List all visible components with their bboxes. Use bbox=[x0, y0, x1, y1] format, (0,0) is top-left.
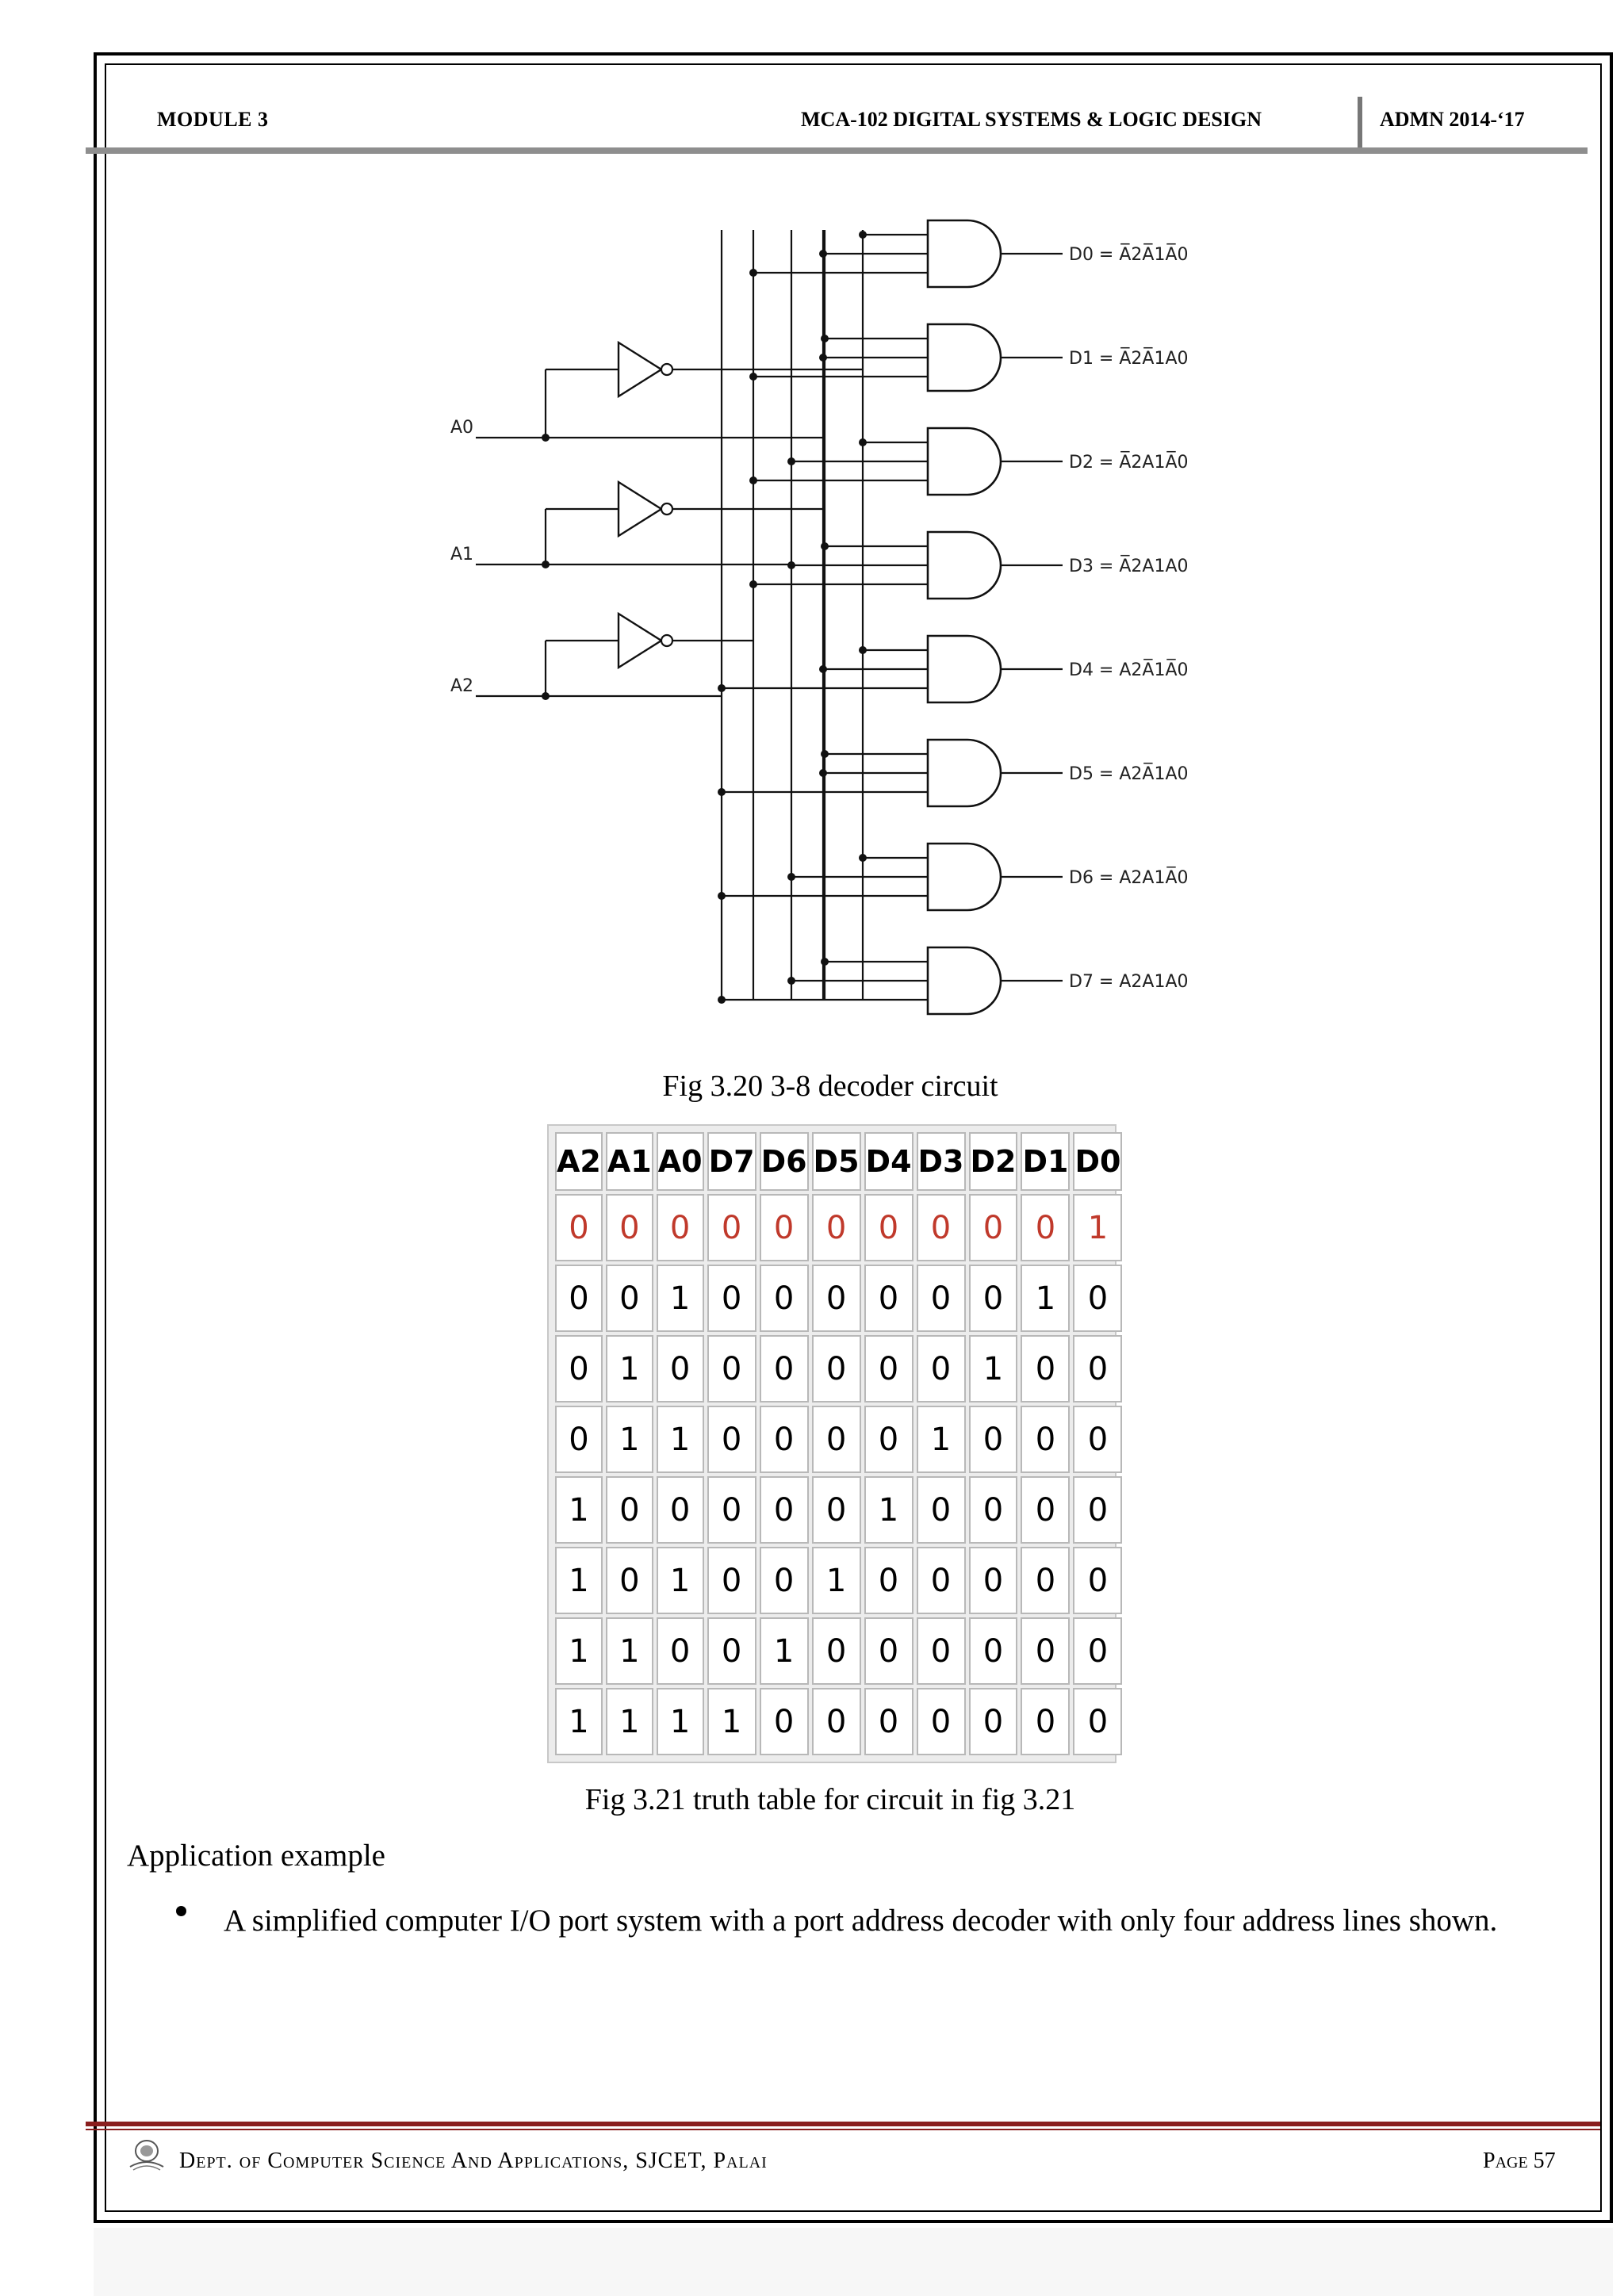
table-cell: 0 bbox=[1021, 1617, 1070, 1685]
table-cell: 0 bbox=[606, 1265, 653, 1332]
table-cell: 0 bbox=[657, 1617, 704, 1685]
table-cell: 0 bbox=[917, 1194, 966, 1261]
table-cell: 0 bbox=[864, 1194, 914, 1261]
table-row bbox=[555, 1547, 1122, 1614]
footer-rule-thin bbox=[86, 2129, 1600, 2130]
table-cell: 0 bbox=[707, 1547, 756, 1614]
table-cell: 1 bbox=[812, 1547, 861, 1614]
table-cell: 0 bbox=[555, 1406, 603, 1473]
table-cell: 1 bbox=[606, 1406, 653, 1473]
junction-dot bbox=[787, 457, 795, 465]
figure-caption-decoder: Fig 3.20 3-8 decoder circuit bbox=[662, 1070, 998, 1103]
table-cell: 0 bbox=[760, 1688, 809, 1755]
and-gate-icon bbox=[928, 220, 1001, 287]
table-row bbox=[555, 1617, 1122, 1685]
and-gate-icon bbox=[928, 740, 1001, 806]
table-cell: 0 bbox=[1021, 1688, 1070, 1755]
inverter-gate-icon bbox=[619, 614, 661, 668]
junction-dot bbox=[819, 769, 827, 777]
section-heading: Application example bbox=[127, 1839, 385, 1873]
table-cell: 1 bbox=[707, 1688, 756, 1755]
table-cell: 0 bbox=[1073, 1688, 1122, 1755]
table-cell: 0 bbox=[760, 1476, 809, 1544]
table-cell: 1 bbox=[657, 1265, 704, 1332]
output-expression-label: D0 = A̅2A̅1A̅0 bbox=[1069, 245, 1189, 265]
table-cell: 0 bbox=[917, 1265, 966, 1332]
table-cell: 0 bbox=[1021, 1547, 1070, 1614]
table-row bbox=[555, 1406, 1122, 1473]
truth-table-header-d0: D0 bbox=[1073, 1132, 1122, 1191]
table-cell: 0 bbox=[969, 1194, 1018, 1261]
table-cell: 0 bbox=[812, 1617, 861, 1685]
table-cell: 0 bbox=[1021, 1335, 1070, 1402]
table-cell: 0 bbox=[657, 1194, 704, 1261]
table-cell: 0 bbox=[657, 1476, 704, 1544]
and-gate-icon bbox=[928, 636, 1001, 702]
output-expression-label: D3 = A̅2A1A0 bbox=[1069, 557, 1189, 576]
table-cell: 0 bbox=[1073, 1547, 1122, 1614]
inverter-bubble-icon bbox=[661, 364, 672, 375]
truth-table-figure bbox=[547, 1124, 1121, 1763]
truth-table-header-d5: D5 bbox=[812, 1132, 861, 1191]
table-cell: 0 bbox=[864, 1688, 914, 1755]
table-cell: 1 bbox=[657, 1547, 704, 1614]
table-cell: 0 bbox=[969, 1688, 1018, 1755]
footer-page-number: Page 57 bbox=[1483, 2149, 1556, 2173]
decoder-circuit-diagram bbox=[428, 198, 1300, 1023]
table-cell: 0 bbox=[1073, 1335, 1122, 1402]
truth-table-header-d2: D2 bbox=[969, 1132, 1018, 1191]
page-bottom-shade bbox=[94, 2228, 1613, 2296]
junction-dot bbox=[821, 542, 829, 550]
and-gate-icon bbox=[928, 947, 1001, 1014]
inverter-gate-icon bbox=[619, 482, 661, 536]
table-cell: 0 bbox=[812, 1476, 861, 1544]
junction-dot bbox=[718, 788, 726, 796]
table-cell: 1 bbox=[917, 1406, 966, 1473]
truth-table-header-d7: D7 bbox=[707, 1132, 756, 1191]
junction-dot bbox=[718, 684, 726, 692]
output-expression-label: D4 = A2A̅1A̅0 bbox=[1069, 660, 1189, 680]
table-cell: 1 bbox=[606, 1335, 653, 1402]
table-cell: 0 bbox=[555, 1335, 603, 1402]
table-row bbox=[555, 1265, 1122, 1332]
table-cell: 0 bbox=[917, 1547, 966, 1614]
table-cell: 0 bbox=[707, 1617, 756, 1685]
table-cell: 0 bbox=[1073, 1476, 1122, 1544]
table-cell: 0 bbox=[969, 1547, 1018, 1614]
table-row bbox=[555, 1194, 1122, 1261]
table-cell: 0 bbox=[760, 1194, 809, 1261]
output-expression-label: D6 = A2A1A̅0 bbox=[1069, 868, 1189, 888]
table-cell: 0 bbox=[812, 1688, 861, 1755]
junction-dot bbox=[749, 373, 757, 381]
junction-dot bbox=[749, 476, 757, 484]
table-cell: 0 bbox=[606, 1194, 653, 1261]
table-cell: 0 bbox=[760, 1265, 809, 1332]
table-cell: 1 bbox=[555, 1688, 603, 1755]
and-gate-icon bbox=[928, 844, 1001, 910]
junction-dot bbox=[859, 231, 867, 239]
output-expression-label: D7 = A2A1A0 bbox=[1069, 972, 1189, 992]
junction-dot bbox=[819, 250, 827, 258]
junction-dot bbox=[859, 854, 867, 862]
output-expression-label: D1 = A̅2A̅1A0 bbox=[1069, 349, 1189, 369]
table-cell: 0 bbox=[707, 1335, 756, 1402]
inverter-bubble-icon bbox=[661, 635, 672, 646]
table-cell: 1 bbox=[1021, 1265, 1070, 1332]
junction-dot bbox=[859, 646, 867, 654]
and-gate-icon bbox=[928, 324, 1001, 391]
inverter-gate-icon bbox=[619, 342, 661, 396]
footer-rule bbox=[86, 2122, 1600, 2126]
table-cell: 1 bbox=[555, 1617, 603, 1685]
output-expression-label: D2 = A̅2A1A̅0 bbox=[1069, 453, 1189, 473]
junction-dot bbox=[821, 958, 829, 966]
and-gate-icon bbox=[928, 428, 1001, 495]
table-cell: 0 bbox=[812, 1406, 861, 1473]
table-cell: 0 bbox=[707, 1265, 756, 1332]
table-cell: 0 bbox=[917, 1688, 966, 1755]
table-cell: 0 bbox=[1073, 1617, 1122, 1685]
table-cell: 0 bbox=[555, 1265, 603, 1332]
junction-dot bbox=[787, 561, 795, 569]
table-cell: 0 bbox=[1021, 1406, 1070, 1473]
table-cell: 0 bbox=[864, 1406, 914, 1473]
header-course-title: MCA-102 DIGITAL SYSTEMS & LOGIC DESIGN bbox=[801, 108, 1262, 131]
table-cell: 0 bbox=[606, 1476, 653, 1544]
junction-dot bbox=[821, 335, 829, 342]
input-label-a0: A0 bbox=[450, 418, 474, 438]
table-cell: 0 bbox=[1073, 1265, 1122, 1332]
junction-dot bbox=[718, 892, 726, 900]
table-cell: 0 bbox=[812, 1265, 861, 1332]
and-gate-icon bbox=[928, 532, 1001, 599]
truth-table-header-row bbox=[555, 1132, 1122, 1191]
table-cell: 0 bbox=[606, 1547, 653, 1614]
junction-dot bbox=[749, 269, 757, 277]
truth-table-header-a0: A0 bbox=[657, 1132, 704, 1191]
inverter-bubble-icon bbox=[661, 503, 672, 515]
table-cell: 0 bbox=[969, 1406, 1018, 1473]
input-label-a2: A2 bbox=[450, 676, 474, 696]
table-cell: 0 bbox=[1021, 1476, 1070, 1544]
table-cell: 0 bbox=[864, 1265, 914, 1332]
table-cell: 0 bbox=[812, 1335, 861, 1402]
table-cell: 0 bbox=[707, 1194, 756, 1261]
table-cell: 0 bbox=[864, 1547, 914, 1614]
table-cell: 1 bbox=[555, 1547, 603, 1614]
junction-dot bbox=[819, 354, 827, 362]
truth-table bbox=[552, 1129, 1125, 1758]
header-admission-batch: ADMN 2014-‘17 bbox=[1380, 108, 1525, 131]
table-cell: 0 bbox=[1021, 1194, 1070, 1261]
table-row bbox=[555, 1476, 1122, 1544]
table-cell: 0 bbox=[812, 1194, 861, 1261]
table-cell: 1 bbox=[864, 1476, 914, 1544]
header-rule bbox=[86, 147, 1588, 154]
table-cell: 0 bbox=[969, 1265, 1018, 1332]
table-cell: 0 bbox=[760, 1335, 809, 1402]
table-cell: 0 bbox=[969, 1617, 1018, 1685]
table-row bbox=[555, 1688, 1122, 1755]
table-cell: 1 bbox=[555, 1476, 603, 1544]
junction-dot bbox=[787, 873, 795, 881]
table-row bbox=[555, 1335, 1122, 1402]
truth-table-header-d6: D6 bbox=[760, 1132, 809, 1191]
table-cell: 1 bbox=[760, 1617, 809, 1685]
table-cell: 0 bbox=[707, 1476, 756, 1544]
table-cell: 0 bbox=[555, 1194, 603, 1261]
input-label-a1: A1 bbox=[450, 545, 474, 564]
truth-table-header-d1: D1 bbox=[1021, 1132, 1070, 1191]
header-module: MODULE 3 bbox=[157, 108, 269, 131]
truth-table-header-a1: A1 bbox=[606, 1132, 653, 1191]
junction-dot bbox=[749, 580, 757, 588]
truth-table-header-d3: D3 bbox=[917, 1132, 966, 1191]
table-cell: 0 bbox=[917, 1335, 966, 1402]
table-cell: 0 bbox=[864, 1617, 914, 1685]
bullet-text: A simplified computer I/O port system with a port address decoder with only four address lines shown. bbox=[224, 1904, 1498, 1938]
college-logo-icon bbox=[127, 2137, 167, 2172]
table-cell: 1 bbox=[1073, 1194, 1122, 1261]
table-cell: 0 bbox=[707, 1406, 756, 1473]
bullet-icon bbox=[176, 1906, 186, 1916]
table-cell: 0 bbox=[917, 1617, 966, 1685]
output-expression-label: D5 = A2A̅1A0 bbox=[1069, 764, 1189, 784]
table-cell: 1 bbox=[969, 1335, 1018, 1402]
table-cell: 0 bbox=[760, 1547, 809, 1614]
footer-department: Dept. of Computer Science And Applications, SJCET, Palai bbox=[179, 2149, 768, 2173]
junction-dot bbox=[819, 665, 827, 673]
table-cell: 0 bbox=[657, 1335, 704, 1402]
junction-dot bbox=[859, 438, 867, 446]
table-cell: 1 bbox=[657, 1688, 704, 1755]
table-cell: 1 bbox=[606, 1617, 653, 1685]
table-cell: 0 bbox=[760, 1406, 809, 1473]
table-cell: 1 bbox=[657, 1406, 704, 1473]
table-cell: 1 bbox=[606, 1688, 653, 1755]
figure-caption-truth-table: Fig 3.21 truth table for circuit in fig 3.21 bbox=[584, 1783, 1076, 1816]
table-cell: 0 bbox=[969, 1476, 1018, 1544]
junction-dot bbox=[718, 996, 726, 1004]
junction-dot bbox=[787, 977, 795, 985]
header-separator bbox=[1358, 97, 1362, 151]
table-cell: 0 bbox=[1073, 1406, 1122, 1473]
table-cell: 0 bbox=[917, 1476, 966, 1544]
truth-table-header-a2: A2 bbox=[555, 1132, 603, 1191]
junction-dot bbox=[821, 750, 829, 758]
truth-table-header-d4: D4 bbox=[864, 1132, 914, 1191]
table-cell: 0 bbox=[864, 1335, 914, 1402]
